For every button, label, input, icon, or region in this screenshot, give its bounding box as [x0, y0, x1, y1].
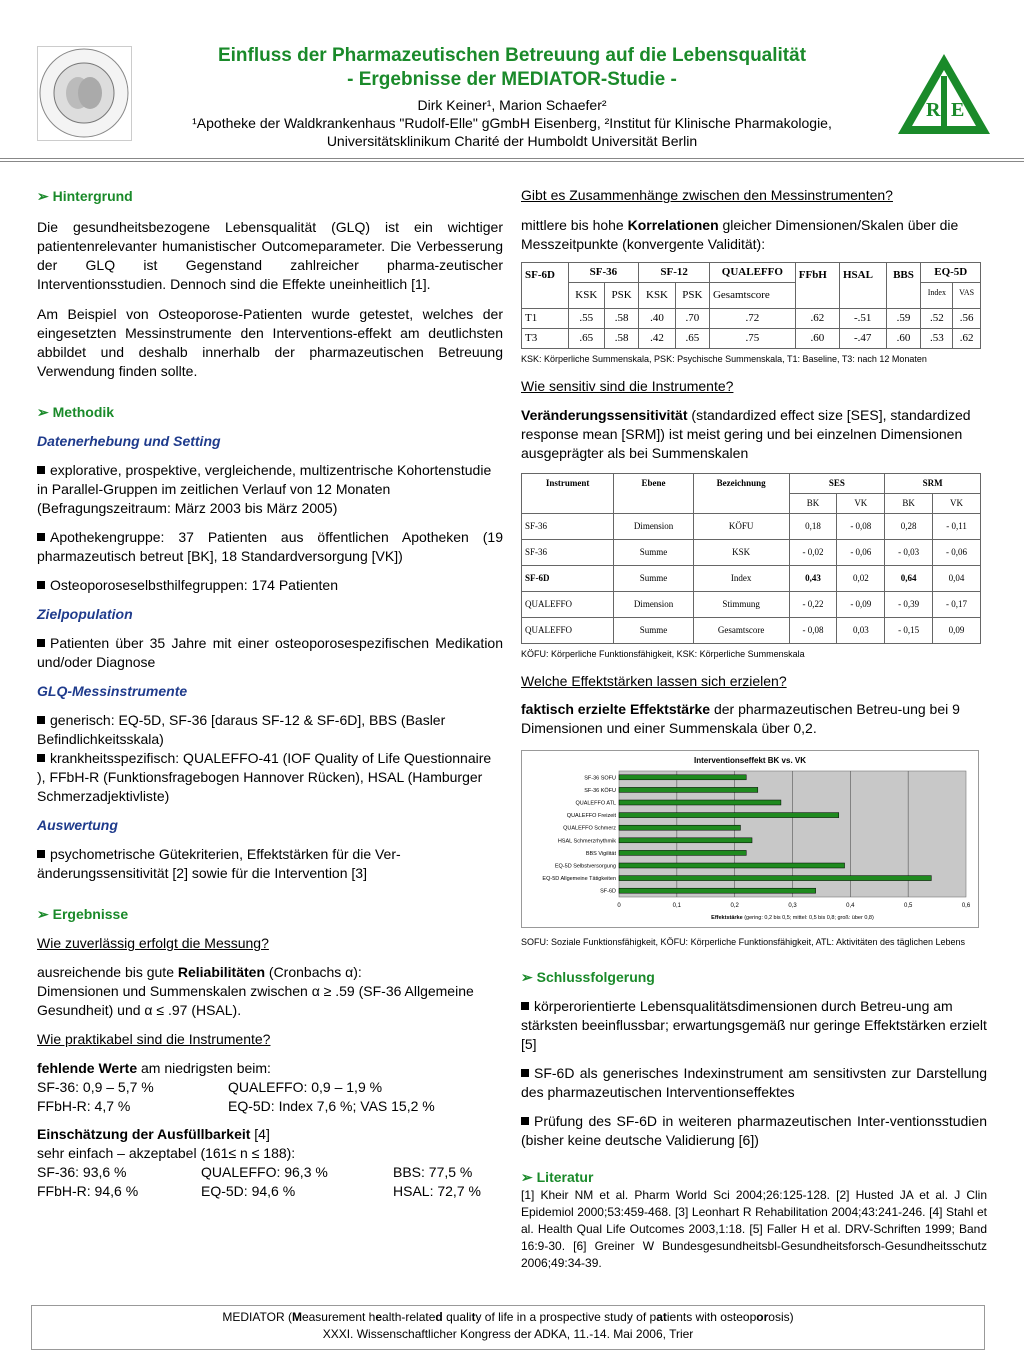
table-header: SES	[789, 474, 885, 494]
chart-tick-label: 0,4	[846, 903, 855, 909]
missing-values-row: FFbH-R: 4,7 % EQ-5D: Index 7,6 %; VAS 15,2 %	[37, 1098, 435, 1114]
methodik-subheading: GLQ-Messinstrumente	[37, 683, 188, 699]
table-row: SF-36 Summe KSK - 0,02 - 0,06 - 0,03 - 0,06	[522, 540, 981, 566]
missing-values-row: SF-36: 0,9 – 5,7 % QUALEFFO: 0,9 – 1,9 %	[37, 1079, 383, 1095]
table-header: SRM	[885, 474, 981, 494]
header-divider-2	[0, 161, 1024, 162]
table-row: QUALEFFO Dimension Stimmung - 0,22 - 0,09 - 0,39 - 0,17	[522, 592, 981, 618]
table-subheader: VK	[837, 494, 885, 514]
svg-text:E: E	[951, 99, 965, 121]
table-header: SF-6D	[522, 263, 569, 309]
effect-size-table	[521, 473, 981, 644]
bullet: generisch: EQ-5D, SF-36 [daraus SF-12 & SF-6D], BBS (Basler Befindlichkeitsskala)	[37, 712, 446, 747]
answer-correlations: mittlere bis hohe Korrelationen gleicher Dimensionen/Skalen über die Messzeitpunkte (konvergente Validität):	[521, 217, 959, 252]
chart-category-label: BBS Vigilität	[585, 850, 616, 857]
pharmacy-logo	[896, 52, 992, 136]
hintergrund-text-2: Am Beispiel von Osteoporose-Patienten wurde getestet, welches der eingesetzten Messinstrumente den Interventions-effekt am deutlichsten abbildet und deshalb innerhalb der pharmazeutischen Betreuung Verwendung finden sollte.	[37, 306, 503, 379]
chart-x-axis-label-rest: (gering: 0,2 bis 0,5; mittel: 0,5 bis 0,8; groß: über 0,8)	[742, 915, 874, 921]
footer-conference: XXXI. Wissenschaftlicher Kongress der ADKA, 11.-14. Mai 2006, Trier	[322, 1327, 694, 1341]
chart-title: Interventionseffekt BK vs. VK	[693, 756, 807, 765]
chart-tick-label: 0,3	[788, 903, 797, 909]
table-header: FFbH	[795, 263, 839, 309]
question-correlations: Gibt es Zusammenhänge zwischen den Messinstrumenten?	[521, 187, 893, 203]
section-methodik: ➢ Methodik	[37, 404, 115, 420]
answer-reliability: ausreichende bis gute Reliabilitäten (Cronbachs α): Dimensionen und Summenskalen zwischen α ≥ .59 (SF-36 Allgemeine Gesundheit) und α ≤ .97 (HSAL).	[37, 964, 474, 1018]
chart-x-axis-label-bold: Effektstärke	[711, 915, 743, 921]
chart-x-axis-label	[711, 915, 874, 921]
chart-tick-label: 0	[617, 903, 621, 909]
chart-category-label: QUALEFFO Freizeit	[566, 813, 616, 820]
methodik-subheading: Auswertung	[37, 817, 118, 833]
chart-tick-label: 0,5	[903, 903, 913, 909]
table-subheader: BK	[885, 494, 933, 514]
header-divider	[0, 158, 1024, 159]
references: [1] Kheir NM et al. Pharm World Sci 2004;26:125-128. [2] Husted JA et al. J Clin Epidemiol 2000;53:459-468. [3] Leonhart R Rehabilitation 2004;43:241-246. [4] Stahl et al. Health Qual Life Outcomes 2003,1:18. [5] Faller H et al. DRV-Schriften 1999; Band 16:9-30. [6] Greiner W Bundesgesundheitsbl-Gesundheitsforsch-Gesundheitsschutz 2006;49:34-39.	[521, 1188, 987, 1270]
table-row: SF-6D Summe Index 0,43 0,02 0,64 0,04	[522, 566, 981, 592]
footer-acronym: MEDIATOR (Measurement health-related quality of life in a prospective study of patients with osteoporosis)	[222, 1310, 794, 1324]
missing-values: fehlende Werte am niedrigsten beim:	[37, 1060, 271, 1076]
chart-bar	[619, 787, 758, 792]
chart-tick-label: 0,6	[961, 903, 971, 909]
chart-bar	[619, 863, 845, 868]
question-practicability: Wie praktikabel sind die Instrumente?	[37, 1031, 271, 1047]
table-header: HSAL	[839, 263, 886, 309]
question-effect-size: Welche Effektstärken lassen sich erzielen?	[521, 673, 787, 689]
effect-chart	[521, 750, 979, 928]
table-header: SF-12	[639, 263, 710, 283]
question-reliability: Wie zuverlässig erfolgt die Messung?	[37, 935, 269, 951]
table-row: QUALEFFO Summe Gesamtscore - 0,08 0,03 - 0,15 0,09	[522, 618, 981, 644]
table-note: KSK: Körperliche Summenskala, PSK: Psychische Summenskala, T1: Baseline, T3: nach 12 Monaten	[521, 354, 927, 364]
table-subheader: KSK	[639, 283, 676, 309]
table-header: Instrument	[522, 474, 614, 514]
completion-row: FFbH-R: 94,6 % EQ-5D: 94,6 % HSAL: 72,7 %	[37, 1183, 481, 1199]
table-subheader: BK	[789, 494, 837, 514]
chart-tick-label: 0,1	[672, 903, 682, 909]
bullet: Osteoporoseselbsthilfegruppen: 174 Patienten	[37, 576, 503, 595]
humboldt-logo	[37, 46, 132, 141]
section-schlussfolgerung: ➢ Schlussfolgerung	[521, 969, 655, 985]
chart-category-label: SF-36 KÖFU	[584, 787, 616, 794]
svg-text:R: R	[926, 99, 941, 121]
bullet: Patienten über 35 Jahre mit einer osteoporosespezifischen Medikation und/oder Diagnose	[37, 635, 503, 670]
chart-category-label: SF-6D	[600, 888, 616, 895]
right-column	[521, 186, 987, 1272]
methodik-subheading: Datenerhebung und Setting	[37, 433, 221, 449]
methodik-subheading: Zielpopulation	[37, 606, 133, 622]
answer-effect-size: faktisch erzielte Effektstärke der pharmazeutischen Betreu-ung bei 9 Dimensionen und einer Summenskala über 0,2.	[521, 701, 960, 736]
bullet: psychometrische Gütekriterien, Effektstärken für die Ver-änderungssensitivität [2] sowie für die Intervention [3]	[37, 846, 401, 881]
chart-bar	[619, 775, 746, 780]
chart-category-label: QUALEFFO ATL	[575, 800, 616, 807]
bullet: SF-6D als generisches Indexinstrument am sensitivsten zur Darstellung des pharmazeutischen Interventionseffektes	[521, 1065, 987, 1100]
answer-sensitivity: Veränderungssensitivität (standardized effect size [SES], standardized response mean [SRM]) ist meist gering und bei einzelnen Dimensionen ausgeprägter als bei Summenskalen	[521, 407, 971, 461]
bullet: Prüfung des SF-6D in weiteren pharmazeutischen Inter-ventionsstudien (bisher keine deutsche Validierung [6])	[521, 1113, 987, 1148]
chart-bar	[619, 825, 740, 830]
table-header: Ebene	[614, 474, 693, 514]
chart-bar	[619, 850, 746, 855]
chart-bar	[619, 888, 816, 893]
bullet: krankheitsspezifisch: QUALEFFO-41 (IOF Quality of Life Questionnaire ), FFbH-R (Funktionsfragebogen Hannover Rücken), HSAL (Hamburger Schmerzadjektivliste)	[37, 750, 492, 804]
left-column	[37, 187, 503, 1201]
chart-note: SOFU: Soziale Funktionsfähigkeit, KÖFU: Körperliche Funktionsfähigkeit, ATL: Aktivitäten des täglichen Lebens	[521, 937, 966, 947]
chart-bar	[619, 800, 781, 805]
bullet: körperorientierte Lebensqualitätsdimensionen durch Betreu-ung am stärksten beeinflussbar; erwartungsgemäß nur geringe Effektstärken erzielt [5]	[521, 998, 987, 1052]
chart-bar	[619, 813, 839, 818]
bullet: Apothekengruppe: 37 Patienten aus öffentlichen Apotheken (19 pharmazeutisch betreut [BK], 18 Standardversorgung [VK])	[37, 529, 503, 564]
section-hintergrund: ➢ Hintergrund	[37, 188, 133, 204]
table-header: SF-36	[568, 263, 639, 283]
chart-category-label: HSAL Schmerzrhythmik	[557, 838, 616, 845]
chart-category-label: EQ-5D Allgemeine Tätigkeiten	[542, 876, 616, 883]
chart-bar	[619, 838, 752, 843]
section-ergebnisse: ➢ Ergebnisse	[37, 906, 129, 922]
table-subheader: PSK	[605, 283, 639, 309]
chart-bar	[619, 876, 931, 881]
table-subheader: VAS	[953, 283, 981, 309]
chart-category-label: EQ-5D Selbstversorgung	[554, 863, 616, 870]
completion-range: sehr einfach – akzeptabel (161≤ n ≤ 188):	[37, 1145, 296, 1161]
table-row: SF-36 Dimension KÖFU 0,18 - 0,08 0,28 - 0,11	[522, 514, 981, 540]
chart-category-label: QUALEFFO Schmerz	[563, 825, 616, 832]
table-subheader: KSK	[568, 283, 605, 309]
table-header: Bezeichnung	[693, 474, 789, 514]
completion-rating: Einschätzung der Ausfüllbarkeit [4]	[37, 1126, 270, 1142]
table-row: T3 .65 .58 .42 .65 .75 .60 -.47 .60 .53 .62	[522, 329, 981, 349]
table-note: KÖFU: Körperliche Funktionsfähigkeit, KSK: Körperliche Summenskala	[521, 649, 805, 659]
section-literatur: ➢ Literatur	[521, 1169, 594, 1185]
table-row: T1 .55 .58 .40 .70 .72 .62 -.51 .59 .52 .56	[522, 309, 981, 329]
poster-title: Einfluss der Pharmazeutischen Betreuung auf die Lebensqualität - Ergebnisse der MEDIATOR-Studie -	[217, 45, 807, 90]
effect-chart-svg	[522, 751, 978, 927]
footer-box	[31, 1305, 985, 1350]
completion-row: SF-36: 93,6 % QUALEFFO: 96,3 % BBS: 77,5 %	[37, 1164, 473, 1180]
table-header: QUALEFFO	[709, 263, 795, 283]
hintergrund-text-1: Die gesundheitsbezogene Lebensqualität (GLQ) ist ein wichtiger patientenrelevanter humanistischer Outcomeparameter. Die Verbesserung der GLQ ist Gegenstand zahlreicher pharma-zeutischer Interventionsstudien. Dennoch sind die Effekte uneinheitlich [1].	[37, 219, 503, 292]
chart-tick-label: 0,2	[730, 903, 739, 909]
table-subheader: Gesamtscore	[709, 283, 795, 309]
table-header: BBS	[886, 263, 921, 309]
bullet: explorative, prospektive, vergleichende, multizentrische Kohortenstudie in Parallel-Gruppen im zeitlichen Verlauf von 12 Monaten (Befragungszeitraum: März 2003 bis März 2005)	[37, 462, 492, 516]
chart-category-label: SF-36 SOFU	[584, 775, 616, 782]
table-subheader: VK	[933, 494, 981, 514]
table-subheader: Index	[921, 283, 953, 309]
question-sensitivity: Wie sensitiv sind die Instrumente?	[521, 378, 734, 394]
table-header: EQ-5D	[921, 263, 981, 283]
poster-authors: Dirk Keiner¹, Marion Schaefer² ¹Apotheke der Waldkrankenhaus "Rudolf-Elle" gGmbH Eisenberg, ²Institut für Klinische Pharmakologie, Universitätsklinikum Charité der Humboldt Universität Berlin	[192, 97, 832, 149]
correlation-table	[521, 262, 981, 349]
table-subheader: PSK	[675, 283, 709, 309]
